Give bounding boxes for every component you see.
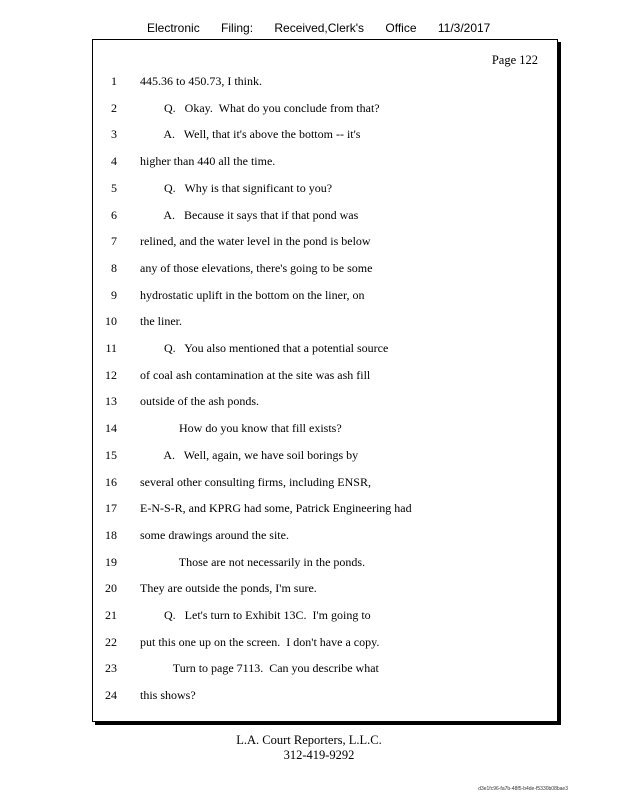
transcript-line	[93, 127, 553, 145]
transcript-line	[93, 555, 553, 573]
line-text: Q. You also mentioned that a potential source	[140, 341, 389, 355]
line-number: 15	[105, 447, 117, 462]
transcript-line	[93, 394, 553, 412]
line-number: 20	[105, 581, 117, 596]
transcript-line	[93, 448, 553, 466]
line-number: 13	[105, 394, 117, 409]
line-text: A. Well, that it's above the bottom -- it's	[140, 127, 361, 142]
transcript-line	[93, 101, 553, 119]
transcript-line	[93, 501, 553, 519]
transcript-line	[93, 181, 553, 199]
line-text: How do you know that fill exists?	[140, 421, 342, 436]
line-text: any of those elevations, there's going to be some	[140, 260, 373, 275]
line-number: 4	[111, 154, 117, 169]
line-text: Q. Let's turn to Exhibit 13C. I'm going to	[140, 608, 371, 622]
transcript-line	[93, 208, 553, 226]
page-number: Page 122	[491, 53, 538, 67]
transcript-line	[93, 368, 553, 386]
line-text: relined, and the water level in the pond is below	[140, 234, 371, 249]
line-number: 17	[105, 501, 117, 516]
reporter-footer	[0, 733, 618, 763]
transcript-line	[93, 528, 553, 546]
line-text: the liner.	[140, 314, 182, 329]
line-number: 7	[111, 234, 117, 249]
line-text: A. Because it says that if that pond was	[140, 207, 359, 222]
transcript-line	[93, 581, 553, 599]
transcript-line	[93, 74, 553, 92]
filing-stamp-date: 11/3/2017	[437, 21, 491, 35]
transcript-line	[93, 288, 553, 306]
reporter-phone: 312-419-9292	[283, 748, 355, 762]
line-number: 8	[111, 260, 117, 275]
filing-stamp-word: Office	[385, 21, 417, 35]
filing-stamp-header	[147, 21, 508, 35]
line-number: 24	[105, 688, 117, 703]
line-number: 19	[105, 554, 117, 569]
transcript-line	[93, 608, 553, 626]
line-text: Turn to page 7113. Can you describe what	[140, 661, 379, 676]
transcript-line	[93, 234, 553, 252]
line-text: They are outside the ponds, I'm sure.	[140, 581, 317, 596]
line-text: some drawings around the site.	[140, 527, 289, 542]
filing-stamp-word: Received,Clerk's	[274, 21, 365, 35]
line-number: 5	[111, 180, 117, 195]
transcript-line	[93, 154, 553, 172]
line-text: outside of the ash ponds.	[140, 394, 259, 409]
line-number: 22	[105, 634, 117, 649]
transcript-line	[93, 341, 553, 359]
transcript-line	[93, 421, 553, 439]
transcript-line	[93, 314, 553, 332]
line-text: higher than 440 all the time.	[140, 154, 276, 169]
line-text: hydrostatic uplift in the bottom on the liner, on	[140, 287, 365, 302]
line-number: 18	[105, 527, 117, 542]
line-text: put this one up on the screen. I don't have a copy.	[140, 634, 380, 649]
line-text: E-N-S-R, and KPRG had some, Patrick Engineering had	[140, 501, 412, 516]
filing-stamp-word: Filing:	[221, 21, 254, 35]
line-number: 1	[111, 74, 117, 88]
transcript-line	[93, 688, 553, 706]
line-number: 14	[105, 421, 117, 436]
transcript-line	[93, 261, 553, 279]
line-text: A. Well, again, we have soil borings by	[140, 447, 359, 462]
transcript-line	[93, 661, 553, 679]
document-hash: d3e1fc96-fa7b-48f5-b4de-f5330b08bae3	[478, 786, 568, 792]
line-number: 9	[111, 287, 117, 302]
line-number: 23	[105, 661, 117, 676]
line-number: 11	[105, 341, 117, 355]
transcript-line	[93, 635, 553, 653]
line-number: 6	[111, 207, 117, 222]
line-text: several other consulting firms, including ENSR,	[140, 474, 371, 489]
reporter-company: L.A. Court Reporters, L.L.C.	[236, 733, 382, 747]
line-text: Those are not necessarily in the ponds.	[140, 554, 366, 569]
line-number: 2	[111, 100, 117, 115]
line-number: 10	[105, 314, 117, 329]
line-text: of coal ash contamination at the site was ash fill	[140, 367, 371, 382]
line-text: 445.36 to 450.73, I think.	[140, 74, 262, 88]
line-text: this shows?	[140, 688, 196, 703]
line-number: 16	[105, 474, 117, 489]
transcript-page	[92, 39, 558, 722]
line-number: 21	[105, 608, 117, 622]
line-number: 3	[111, 127, 117, 142]
line-text: Q. Okay. What do you conclude from that?	[140, 100, 380, 115]
transcript-line	[93, 475, 553, 493]
line-text: Q. Why is that significant to you?	[140, 180, 333, 195]
filing-stamp-word: Electronic	[147, 21, 200, 35]
line-number: 12	[105, 367, 117, 382]
